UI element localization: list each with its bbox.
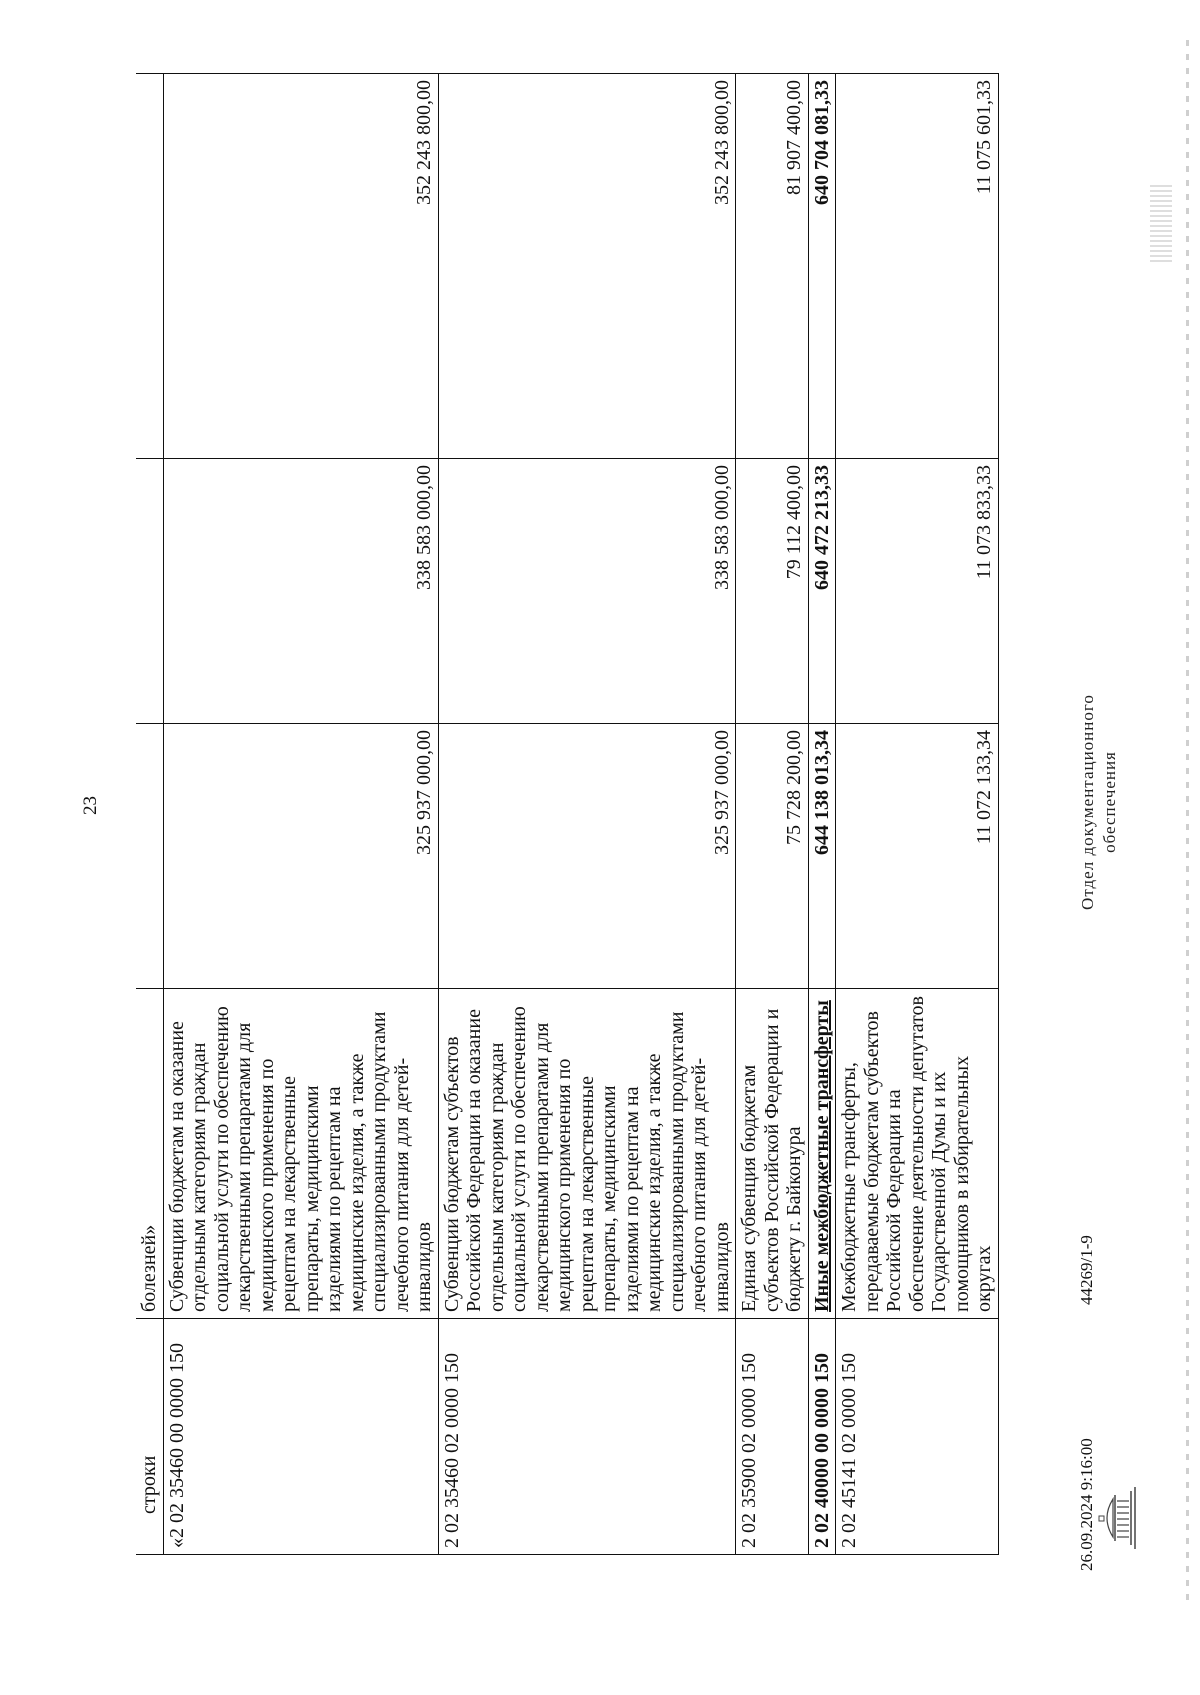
row-value-1: 325 937 000,00 — [438, 724, 736, 989]
row-code: «2 02 35460 00 0000 150 — [163, 1319, 438, 1555]
header-fragment-v2 — [136, 459, 163, 724]
row-value-3: 352 243 800,00 — [438, 74, 736, 459]
table-row-total — [808, 74, 836, 1555]
table-row — [736, 74, 809, 1555]
header-fragment-v1 — [136, 724, 163, 989]
row-name: Межбюджетные трансферты, передаваемые бюджетам субъектов Российской Федерации на обеспечение деятельности депутатов Государственной Думы и их помощников в избирательных округах — [836, 989, 999, 1319]
table-row — [836, 74, 999, 1555]
table-row — [163, 74, 438, 1555]
row-value-1: 75 728 200,00 — [736, 724, 809, 989]
footer-department-line1: Отдел документационного — [1078, 694, 1097, 910]
row-value-1: 644 138 013,34 — [808, 724, 836, 989]
row-value-2: 640 472 213,33 — [808, 459, 836, 724]
footer-department — [1077, 637, 1121, 967]
row-value-3: 352 243 800,00 — [163, 74, 438, 459]
footer-department-line2: обеспечения — [1100, 751, 1119, 853]
row-value-2: 338 583 000,00 — [163, 459, 438, 724]
row-value-3: 81 907 400,00 — [736, 74, 809, 459]
row-value-3: 640 704 081,33 — [808, 74, 836, 459]
header-fragment-name: болезней» — [136, 989, 163, 1319]
table-header-fragment — [136, 74, 163, 1555]
budget-revenue-table — [136, 73, 999, 1555]
header-fragment-code: строки — [136, 1319, 163, 1555]
header-fragment-v3 — [136, 74, 163, 459]
row-value-2: 11 073 833,33 — [836, 459, 999, 724]
row-name: Единая субвенция бюджетам субъектов Российской Федерации и бюджету г. Байконура — [736, 989, 809, 1319]
footer-date: 26.09.2024 9:16:00 — [1077, 1438, 1096, 1571]
row-value-1: 11 072 133,34 — [836, 724, 999, 989]
row-value-2: 79 112 400,00 — [736, 459, 809, 724]
row-value-1: 325 937 000,00 — [163, 724, 438, 989]
table-row — [438, 74, 736, 1555]
row-code: 2 02 45141 02 0000 150 — [836, 1319, 999, 1555]
duma-building-logo-icon — [1097, 1481, 1141, 1555]
row-code: 2 02 40000 00 0000 150 — [808, 1319, 836, 1555]
row-value-3: 11 075 601,33 — [836, 74, 999, 459]
row-code: 2 02 35460 02 0000 150 — [438, 1319, 736, 1555]
row-code: 2 02 35900 02 0000 150 — [736, 1319, 809, 1555]
row-name: Иные межбюджетные трансферты — [808, 989, 836, 1319]
row-name: Субвенции бюджетам субъектов Российской Федерации на оказание отдельным категориям граждан социальной услуги по обеспечению лекарственными препаратами для медицинского применения по рецептам на лекарственные препараты, медицинскими изделиями по рецептам на медицинские изделия, а также специализированными продуктами лечебного питания для детей-инвалидов — [438, 989, 736, 1319]
row-name: Субвенции бюджетам на оказание отдельным категориям граждан социальной услуги по обеспечению лекарственными препаратами для медицинского применения по рецептам на лекарственные препараты, медицинскими изделиями по рецептам на медицинские изделия, а также специализированными продуктами лечебного питания для детей-инвалидов — [163, 989, 438, 1319]
page-number: 23 — [80, 796, 101, 815]
footer-doc-number: 44269/1-9 — [1077, 1235, 1096, 1305]
row-value-2: 338 583 000,00 — [438, 459, 736, 724]
